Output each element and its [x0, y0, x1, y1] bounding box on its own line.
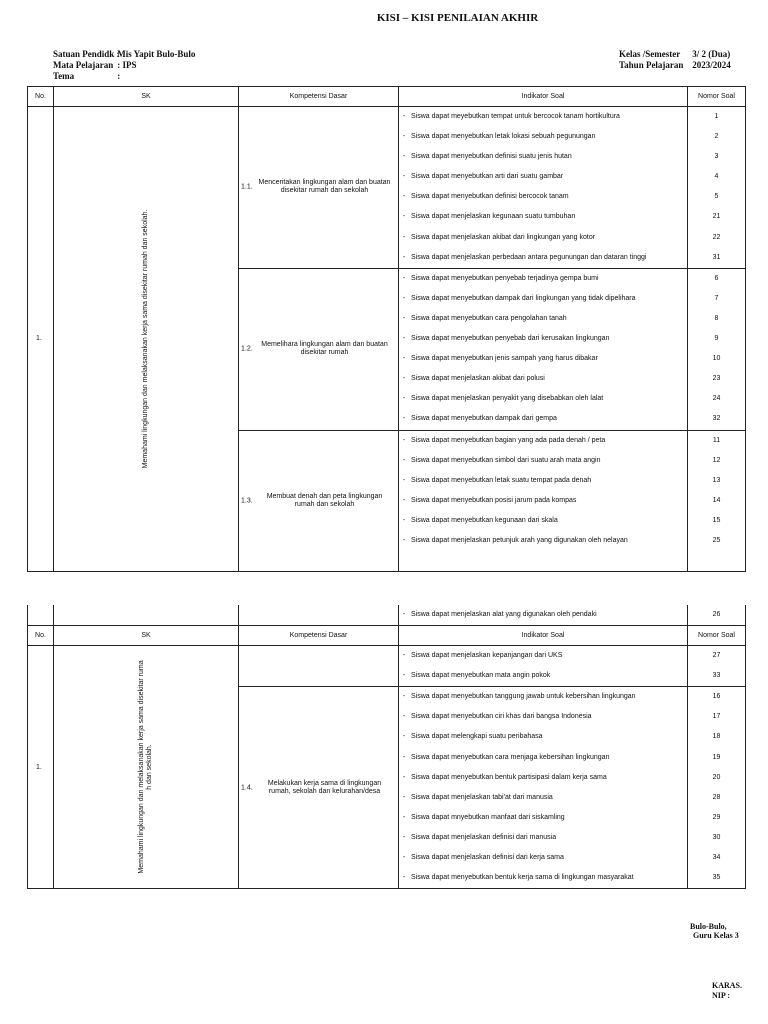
- sk-text-line-1: Memahami lingkungan dan melaksanakan kerja sama disekitar ruma: [138, 660, 145, 874]
- nomor-soal: 30: [712, 833, 721, 841]
- indikator-text: Siswa dapat menyebutkan penyebab terjadinya gempa bumi: [411, 274, 599, 282]
- item-dash: -: [403, 516, 406, 524]
- nomor-soal: 18: [712, 733, 721, 741]
- list-item: [399, 646, 687, 666]
- nomor-soal: 25: [712, 536, 721, 544]
- indikator-text: Siswa dapat menyebutkan mata angin pokok: [411, 672, 551, 680]
- item-dash: -: [403, 793, 406, 801]
- indikator-text: Siswa dapat menyebutkan ciri khas dari bangsa Indonesia: [411, 713, 592, 721]
- list-item: [399, 207, 687, 227]
- item-dash: -: [403, 436, 406, 444]
- nomor-soal-cell: [688, 268, 746, 430]
- indikator-cell: [399, 605, 688, 626]
- nomor-soal-cell: [688, 605, 746, 626]
- theme-value: :: [117, 71, 121, 81]
- nomor-soal: 6: [714, 274, 719, 282]
- nomor-soal: 1: [714, 113, 719, 120]
- indikator-text: Siswa dapat menjelaskan akibat dari lingkungan yang kotor: [411, 233, 596, 241]
- subject-label: Mata Pelajaran: [53, 60, 114, 70]
- list-item: [399, 187, 687, 207]
- item-dash: -: [403, 874, 406, 882]
- school-value: Mis Yapit Bulo-Bulo: [117, 49, 196, 59]
- kd-cell: [239, 268, 399, 430]
- header-indikator: Indikator Soal: [399, 87, 688, 107]
- indikator-text: Siswa dapat mnyebutkan manfaat dari siskamling: [411, 813, 565, 821]
- list-item: [399, 687, 687, 707]
- item-dash: -: [403, 335, 406, 343]
- nomor-soal-cell: [688, 687, 746, 889]
- sk-text: Memahami lingkungan dan melaksanakan kerja sama disekitar rumah dan sekolah.: [142, 209, 149, 469]
- sk-text: [138, 661, 154, 874]
- indikator-text: Siswa dapat menjelaskan penyakit yang disebabkan oleh lalat: [411, 395, 604, 403]
- indikator-text: Siswa dapat menjelaskan kegunaan suatu tumbuhan: [411, 213, 576, 221]
- header-indikator: Indikator Soal: [399, 626, 688, 646]
- item-dash: -: [403, 733, 406, 741]
- nomor-soal-cell: [688, 107, 746, 269]
- list-item: [399, 511, 687, 531]
- list-item: [399, 491, 687, 511]
- school-label: Satuan Pendidk :: [53, 49, 120, 59]
- indikator-text: Siswa dapat menyebutkan definisi suatu jenis hutan: [411, 153, 572, 161]
- indikator-text: Siswa dapat menjelaskan perbedaan antara pegunungan dan dataran tinggi: [411, 253, 647, 261]
- indikator-text: Siswa dapat meyebutkan tempat untuk bercocok tanam hortikultura: [411, 113, 620, 120]
- indikator-text: Siswa dapat menyebutkan tanggung jawab untuk kebersihan lingkungan: [411, 693, 636, 701]
- indikator-text: Siswa dapat menyebutkan bentuk kerja sama di lingkungan masyarakat: [411, 874, 634, 882]
- list-item: [399, 605, 687, 625]
- header-nomor-soal: Nomor Soal: [688, 87, 746, 107]
- item-dash: -: [403, 395, 406, 403]
- nomor-soal: 26: [712, 611, 721, 618]
- indikator-text: Siswa dapat menjelaskan definisi dari kerja sama: [411, 854, 564, 862]
- item-dash: -: [403, 415, 406, 423]
- nomor-soal: 14: [712, 496, 721, 504]
- nomor-soal: 4: [714, 173, 719, 181]
- indikator-text: Siswa dapat menjelaskan kepanjangan dari UKS: [411, 652, 563, 660]
- continuation-no-cell: [28, 605, 54, 626]
- item-dash: -: [403, 213, 406, 221]
- indikator-text: Siswa dapat menyebutkan letak lokasi sebuah pegunungan: [411, 133, 596, 141]
- nomor-soal: 7: [714, 294, 719, 302]
- list-item: [399, 768, 687, 788]
- class-label: Kelas /Semester: [619, 49, 681, 59]
- continuation-kd-cell: [239, 605, 399, 626]
- indikator-text: Siswa dapat menjelaskan alat yang digunakan oleh pendaki: [411, 611, 597, 618]
- indikator-text: Siswa dapat menyebutkan cara menjaga kebersihan lingkungan: [411, 753, 610, 761]
- list-item: [399, 451, 687, 471]
- kd-cell: [239, 687, 399, 889]
- indikator-text: Siswa dapat menjelaskan definisi dari manusia: [411, 833, 557, 841]
- table-row: [28, 107, 746, 269]
- meta-theme: [53, 71, 195, 82]
- kd-code: 1.1.: [241, 183, 253, 191]
- nomor-soal: 12: [712, 456, 721, 464]
- indikator-text: Siswa dapat menyebutkan dampak dari gempa: [411, 415, 557, 423]
- header-nomor-soal: Nomor Soal: [688, 626, 746, 646]
- header-no: No.: [28, 87, 54, 107]
- class-value: 3/ 2 (Dua): [692, 49, 731, 59]
- indikator-text: Siswa dapat menyebutkan simbol dari suatu arah mata angin: [411, 456, 601, 464]
- list-item: [399, 431, 687, 451]
- indikator-text: Siswa dapat menyebutkan bentuk partisipasi dalam kerja sama: [411, 773, 607, 781]
- list-item: [399, 531, 687, 551]
- meta-class: [619, 49, 731, 60]
- list-item: [399, 228, 687, 248]
- nomor-soal: 13: [712, 476, 721, 484]
- list-item: [399, 868, 687, 888]
- signature-nip: NIP :: [712, 991, 730, 1000]
- kd-text: Menceritakan lingkungan alam dan buatan disekitar rumah dan sekolah: [258, 179, 391, 195]
- indikator-cell: [399, 687, 688, 889]
- nomor-soal: 21: [712, 213, 721, 221]
- item-dash: -: [403, 375, 406, 383]
- item-dash: -: [403, 274, 406, 282]
- nomor-soal: 5: [714, 193, 719, 201]
- meta-school: [53, 49, 195, 60]
- meta-right: [619, 49, 731, 71]
- item-dash: -: [403, 813, 406, 821]
- list-item: [399, 808, 687, 828]
- sk-cell: [54, 646, 239, 889]
- kd-code: 1.3.: [241, 497, 253, 504]
- indikator-text: Siswa dapat menyebutkan letak suatu tempat pada denah: [411, 476, 592, 484]
- indikator-cell: [399, 268, 688, 430]
- continuation-sk-cell: [54, 605, 239, 626]
- list-item: [399, 409, 687, 429]
- indikator-text: Siswa dapat menyebutkan dampak dari lingkungan yang tidak dipelihara: [411, 294, 636, 302]
- indikator-cell: [399, 646, 688, 687]
- indikator-text: Siswa dapat menyebutkan arti dari suatu gambar: [411, 173, 564, 181]
- list-item: [399, 329, 687, 349]
- indikator-text: Siswa dapat menyebutkan kegunaan dari skala: [411, 516, 558, 524]
- nomor-soal: 23: [712, 375, 721, 383]
- header-kd: Kompetensi Dasar: [239, 626, 399, 646]
- item-dash: -: [403, 253, 406, 261]
- item-dash: -: [403, 611, 406, 618]
- nomor-soal: 24: [712, 395, 721, 403]
- year-label: Tahun Pelajaran: [619, 60, 684, 70]
- list-item: [399, 788, 687, 808]
- item-dash: -: [403, 173, 406, 181]
- list-item: [399, 107, 687, 127]
- indikator-text: Siswa dapat menyebutkan definisi bercocok tanam: [411, 193, 569, 201]
- list-item: [399, 707, 687, 727]
- list-item: [399, 471, 687, 491]
- item-dash: -: [403, 133, 406, 141]
- nomor-soal: 3: [714, 153, 719, 161]
- indikator-text: Siswa dapat menyebutkan penyebab dari kerusakan lingkungan: [411, 335, 610, 343]
- item-dash: -: [403, 496, 406, 504]
- item-dash: -: [403, 113, 406, 120]
- item-dash: -: [403, 713, 406, 721]
- nomor-soal: 33: [712, 672, 721, 680]
- kd-cell-empty: [239, 646, 399, 687]
- document-title: KISI – KISI PENILAIAN AKHIR: [376, 12, 539, 24]
- item-dash: -: [403, 153, 406, 161]
- row-number: 1.: [28, 646, 54, 889]
- item-dash: -: [403, 753, 406, 761]
- nomor-soal-cell: [688, 646, 746, 687]
- meta-subject: [53, 60, 195, 71]
- item-dash: -: [403, 693, 406, 701]
- nomor-soal: 16: [712, 693, 721, 701]
- item-dash: -: [403, 355, 406, 363]
- list-item: [399, 248, 687, 268]
- list-item: [399, 309, 687, 329]
- kd-text: Melakukan kerja sama di lingkungan rumah, sekolah dan kelurahan/desa: [267, 779, 382, 795]
- list-item: [399, 748, 687, 768]
- nomor-soal: 29: [712, 813, 721, 821]
- kd-cell: [239, 107, 399, 269]
- table-header-row: [28, 626, 746, 646]
- theme-label: Tema: [53, 71, 75, 81]
- list-item: [399, 666, 687, 686]
- item-dash: -: [403, 456, 406, 464]
- nomor-soal: 28: [712, 793, 721, 801]
- list-item: [399, 127, 687, 147]
- item-dash: -: [403, 652, 406, 660]
- indikator-text: Siswa dapat menyebutkan bagian yang ada pada denah / peta: [411, 436, 606, 444]
- meta-year: [619, 60, 731, 71]
- indikator-cell: [399, 107, 688, 269]
- list-item: [399, 828, 687, 848]
- year-value: 2023/2024: [692, 60, 731, 70]
- item-dash: -: [403, 233, 406, 241]
- indikator-text: Siswa dapat melengkapi suatu peribahasa: [411, 733, 543, 741]
- continuation-row: [28, 605, 746, 626]
- nomor-soal: 15: [712, 516, 721, 524]
- header-kd: Kompetensi Dasar: [239, 87, 399, 107]
- list-item: [399, 369, 687, 389]
- nomor-soal: 10: [712, 355, 721, 363]
- signature-role: Guru Kelas 3: [693, 931, 739, 940]
- subject-value: : IPS: [117, 60, 137, 70]
- nomor-soal: 20: [712, 773, 721, 781]
- indikator-text: Siswa dapat menjelaskan akibat dari polusi: [411, 375, 545, 383]
- kisi-table-page-2: [27, 605, 746, 889]
- row-number: 1.: [28, 107, 54, 572]
- meta-left: [53, 49, 195, 82]
- kisi-table-page-1: [27, 86, 746, 572]
- list-item: [399, 848, 687, 868]
- item-dash: -: [403, 193, 406, 201]
- nomor-soal: 27: [712, 652, 721, 660]
- nomor-soal: 11: [712, 436, 721, 444]
- indikator-cell: [399, 430, 688, 571]
- item-dash: -: [403, 294, 406, 302]
- kd-text: Membuat denah dan peta lingkungan rumah dan sekolah: [266, 492, 383, 508]
- kd-code: 1.2.: [241, 345, 253, 353]
- list-item: [399, 349, 687, 369]
- sk-text-line-2: h dan sekolah.: [146, 744, 153, 790]
- item-dash: -: [403, 476, 406, 484]
- table-row: [28, 646, 746, 687]
- item-dash: -: [403, 536, 406, 544]
- nomor-soal: 17: [712, 713, 721, 721]
- signature-city: Bulo-Bulo,: [690, 922, 727, 931]
- kd-cell: [239, 430, 399, 571]
- header-sk: SK: [54, 626, 239, 646]
- indikator-text: Siswa dapat menyebutkan cara pengolahan tanah: [411, 314, 567, 322]
- signature-name: KARAS.: [712, 981, 743, 990]
- table-header-row: [28, 87, 746, 107]
- list-item: [399, 269, 687, 289]
- indikator-text: Siswa dapat menyebutkan posisi jarum pada kompas: [411, 496, 577, 504]
- nomor-soal: 22: [712, 233, 721, 241]
- header-sk: SK: [54, 87, 239, 107]
- nomor-soal: 31: [712, 253, 721, 261]
- nomor-soal: 35: [712, 874, 721, 882]
- item-dash: -: [403, 314, 406, 322]
- nomor-soal: 9: [714, 335, 719, 343]
- list-item: [399, 727, 687, 747]
- header-no: No.: [28, 626, 54, 646]
- nomor-soal: 19: [712, 753, 721, 761]
- sk-cell: [54, 107, 239, 572]
- list-item: [399, 389, 687, 409]
- item-dash: -: [403, 773, 406, 781]
- nomor-soal-cell: [688, 430, 746, 571]
- nomor-soal: 34: [712, 854, 721, 862]
- item-dash: -: [403, 833, 406, 841]
- list-item: [399, 147, 687, 167]
- item-dash: -: [403, 672, 406, 680]
- indikator-text: Siswa dapat menjelaskan petunjuk arah yang digunakan oleh nelayan: [411, 536, 628, 544]
- indikator-text: Siswa dapat menyebutkan jenis sampah yang harus dibakar: [411, 355, 598, 363]
- list-item: [399, 167, 687, 187]
- nomor-soal: 32: [712, 415, 721, 423]
- indikator-text: Siswa dapat menjelaskan tabi'at dari manusia: [411, 793, 553, 801]
- kd-code: 1.4.: [241, 784, 253, 792]
- list-item: [399, 289, 687, 309]
- nomor-soal: 8: [714, 314, 719, 322]
- nomor-soal: 2: [714, 133, 719, 141]
- kd-text: Memelihara lingkungan alam dan buatan disekitar rumah: [261, 341, 388, 357]
- item-dash: -: [403, 854, 406, 862]
